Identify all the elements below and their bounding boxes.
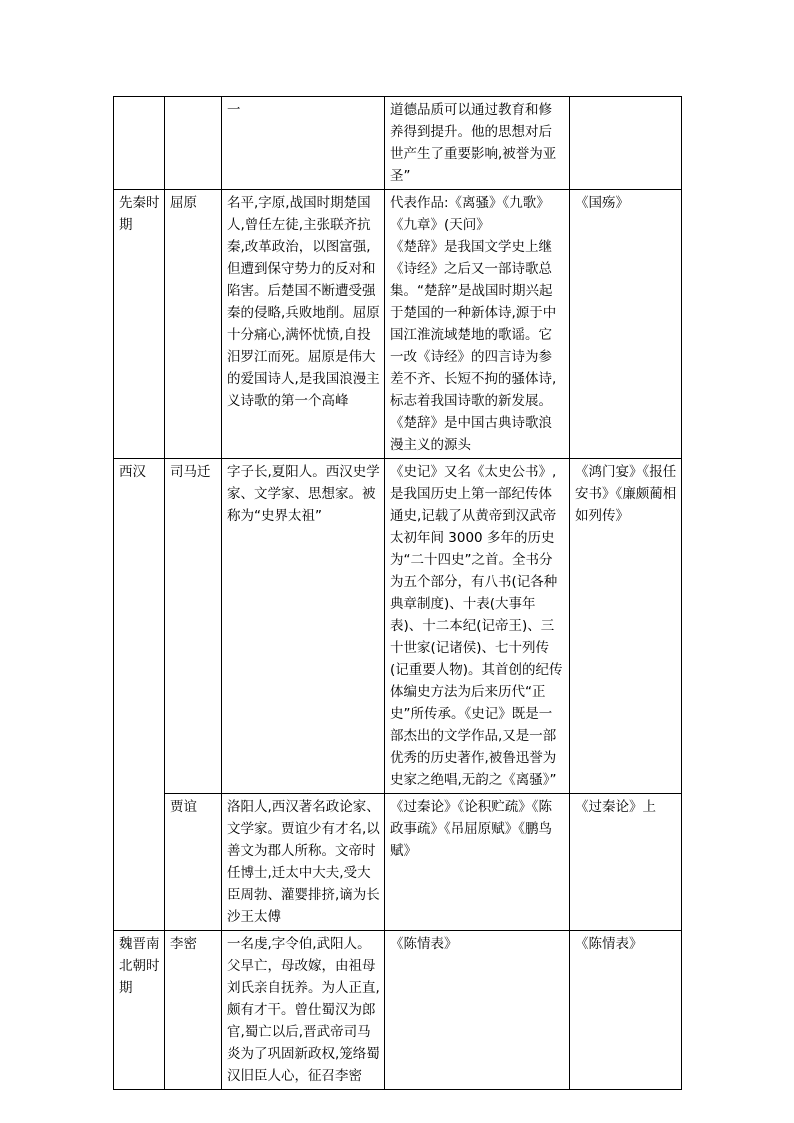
text-cell: 《鸿门宴》《报任安书》《廉颇蔺相如列传》 bbox=[570, 459, 682, 794]
author-cell: 屈原 bbox=[165, 190, 222, 459]
table-row bbox=[114, 190, 682, 459]
bio-cell: 洛阳人,西汉著名政论家、文学家。贾谊少有才名,以善文为郡人所称。文帝时任博士,迁太中大夫,受大臣周勃、灌婴排挤,谪为长沙王太傅 bbox=[222, 794, 385, 931]
works-cell: 《史记》又名《太史公书》,是我国历史上第一部纪传体通史,记载了从黄帝到汉武帝太初年间 3000 多年的历史为“二十四史”之首。全书分为五个部分，有八书(记各种典章制度)、十表(大事年表)、十二本纪(记帝王)、三十世家(记诸侯)、七十列传(记重要人物)。其首创的纪传体编史方法为后来历代“正史”所传承。《史记》既是一部杰出的文学作品,又是一部优秀的历史著作,被鲁迅誉为史家之绝唱,无韵之《离骚》” bbox=[385, 459, 570, 794]
literature-table bbox=[113, 96, 682, 1090]
works-cell: 道德品质可以通过教育和修养得到提升。他的思想对后世产生了重要影响,被誉为亚圣” bbox=[385, 97, 570, 190]
table-row bbox=[114, 794, 682, 931]
works-cell: 《过秦论》《论积贮疏》《陈政事疏》《吊屈原赋》《鹏鸟赋》 bbox=[385, 794, 570, 931]
bio-cell: 名平,字原,战国时期楚国人,曾任左徒,主张联齐抗秦,改革政治，以图富强,但遭到保守势力的反对和陷害。后楚国不断遭受强秦的侵略,兵败地削。屈原十分痛心,满怀忧愤,自投汨罗江而死。屈原是伟大的爱国诗人,是我国浪漫主义诗歌的第一个高峰 bbox=[222, 190, 385, 459]
author-cell: 贾谊 bbox=[165, 794, 222, 931]
table-row bbox=[114, 931, 682, 1090]
table-row bbox=[114, 97, 682, 190]
text-cell: 《国殇》 bbox=[570, 190, 682, 459]
text-cell bbox=[570, 97, 682, 190]
period-cell bbox=[114, 97, 165, 190]
bio-cell: 字子长,夏阳人。西汉史学家、文学家、思想家。被称为“史界太祖” bbox=[222, 459, 385, 794]
text-cell: 《过秦论》上 bbox=[570, 794, 682, 931]
works-cell: 代表作品:《离骚》《九歌》《九章》(天问》 《楚辞》是我国文学史上继《诗经》之后又一部诗歌总集。“楚辞”是战国时期兴起于楚国的一种新体诗,源于中国江淮流域楚地的歌谣。它一改《诗经》的四言诗为参差不齐、长短不拘的骚体诗,标志着我国诗歌的新发展。《楚辞》是中国古典诗歌浪漫主义的源头 bbox=[385, 190, 570, 459]
bio-cell: 一 bbox=[222, 97, 385, 190]
author-cell: 李密 bbox=[165, 931, 222, 1090]
period-cell: 魏晋南北朝时期 bbox=[114, 931, 165, 1090]
author-cell bbox=[165, 97, 222, 190]
works-cell: 《陈情表》 bbox=[385, 931, 570, 1090]
text-cell: 《陈情表》 bbox=[570, 931, 682, 1090]
period-cell: 先秦时期 bbox=[114, 190, 165, 459]
bio-cell: 一名虔,字令伯,武阳人。父早亡，母改嫁，由祖母刘氏亲自抚养。为人正直,颇有才干。曾仕蜀汉为郎官,蜀亡以后,晋武帝司马炎为了巩固新政权,笼络蜀汉旧臣人心，征召李密 bbox=[222, 931, 385, 1090]
table-row bbox=[114, 459, 682, 794]
author-cell: 司马迁 bbox=[165, 459, 222, 794]
period-cell: 西汉 bbox=[114, 459, 165, 931]
